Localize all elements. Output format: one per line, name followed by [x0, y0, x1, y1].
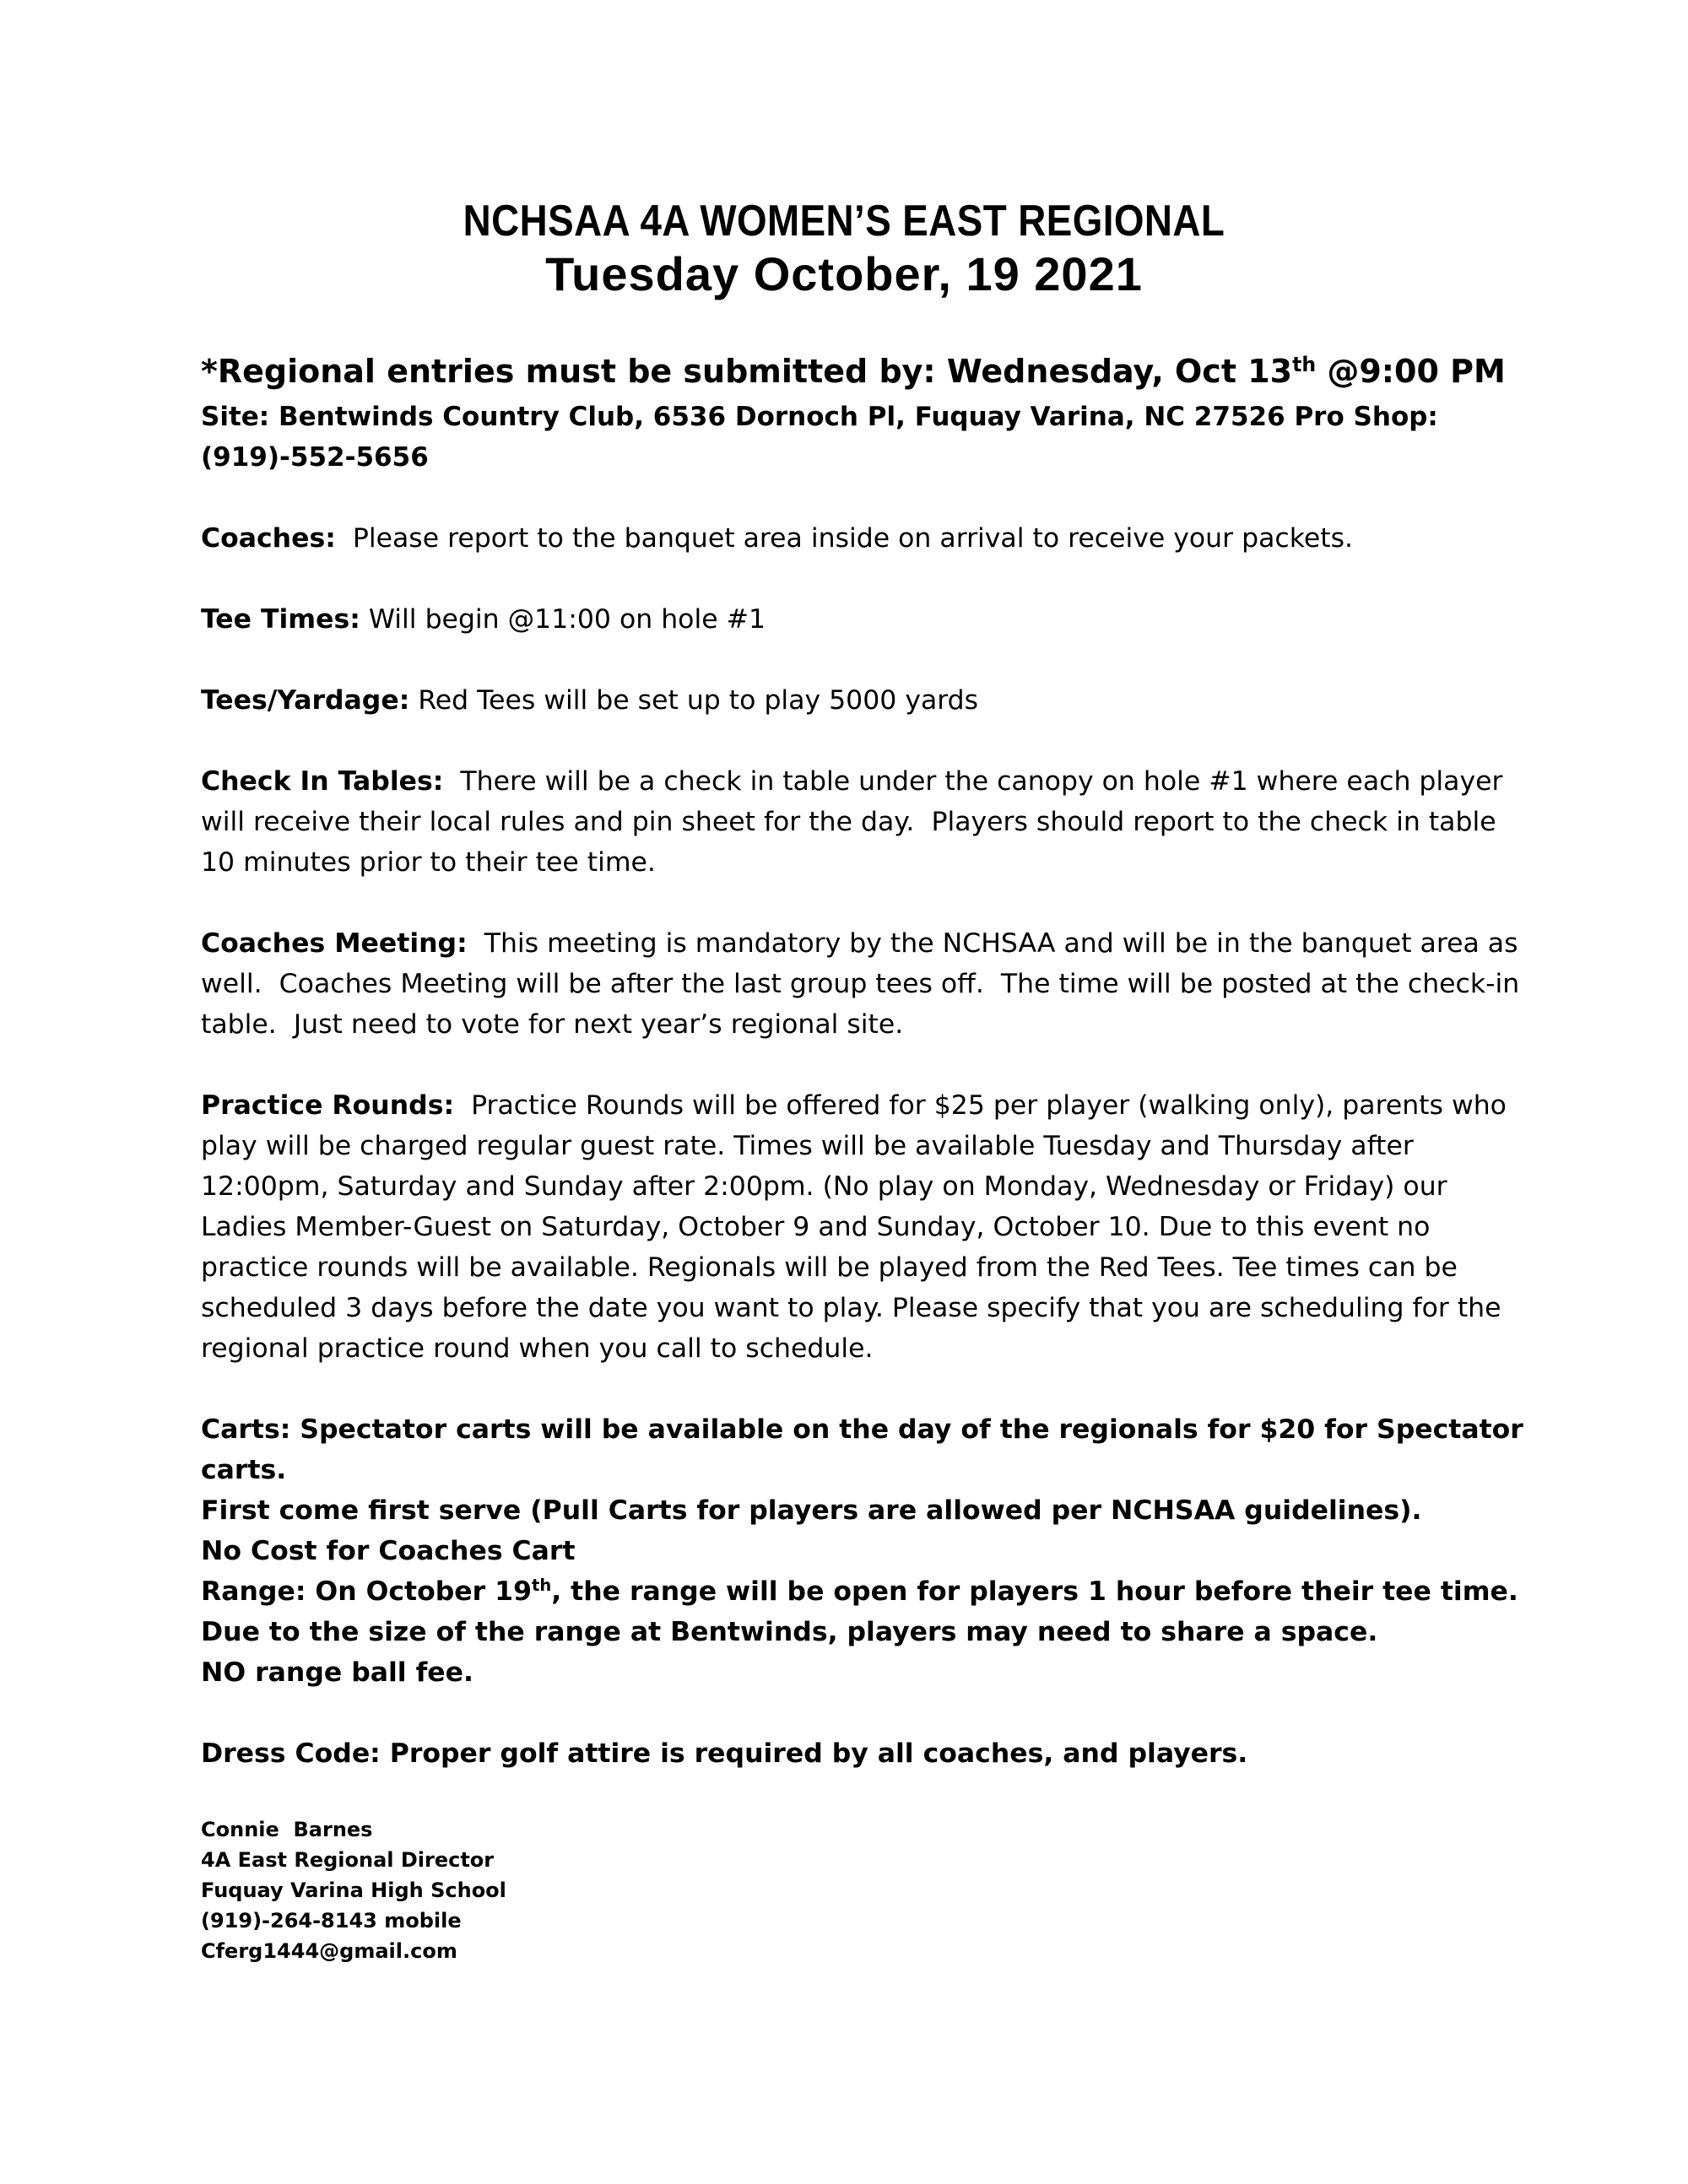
practice-rounds-text: Practice Rounds will be offered for $25 per player (walking only), parents who play will be charged regular guest rate. Times will be available Tuesday and Thursday after 12:00pm, Saturday and Sunday after 2:00pm. (No play on Monday, Wednesday or Friday) our Ladies Member-Guest on Saturday, October 9 and Sunday, October 10. Due to this event no practice rounds will be available. Regionals will be played from the Red Tees. Tee times can be scheduled 3 days before the date you want to play. Please specify that you are scheduling for the regional practice round when you call to schedule. — [201, 1090, 1515, 1364]
document-title — [0, 196, 1688, 302]
practice-rounds-label: Practice Rounds: — [201, 1090, 455, 1121]
carts-line2: First come first serve (Pull Carts for players are allowed per NCHSAA guidelines). — [201, 1495, 1422, 1526]
deadline-time: @9:00 PM — [1316, 353, 1506, 390]
signature-title: 4A East Regional Director — [201, 1848, 495, 1872]
range-superscript: th — [531, 1576, 552, 1596]
signature-block — [201, 1814, 506, 1966]
coaches-meeting-text: This meeting is mandatory by the NCHSAA and will be in the banquet area as well. Coaches Meeting will be after the last group tees off. The time will be posted at the check-in table. Just need to vote for next year’s regional site. — [201, 928, 1528, 1040]
entry-deadline — [201, 350, 1551, 392]
practice-rounds-section — [201, 1085, 1526, 1369]
check-in-section — [201, 761, 1526, 883]
signature-email: Cferg1444@gmail.com — [201, 1939, 457, 1963]
coaches-meeting-section — [201, 923, 1526, 1045]
tees-yardage-label: Tees/Yardage: — [201, 685, 410, 716]
dress-code-section: Dress Code: Proper golf attire is required by all coaches, and players. — [201, 1738, 1248, 1769]
title-event-name: NCHSAA 4A WOMEN’S EAST REGIONAL — [463, 197, 1225, 246]
check-in-label: Check In Tables: — [201, 766, 444, 797]
signature-school: Fuquay Varina High School — [201, 1879, 506, 1902]
range-text-after: , the range will be open for players 1 hour before their tee time. Due to the size of the range at Bentwinds, players may need to share a space. — [201, 1576, 1518, 1647]
signature-phone: (919)-264-8143 mobile — [201, 1909, 462, 1933]
carts-section — [201, 1409, 1526, 1571]
site-info: Site: Bentwinds Country Club, 6536 Dornoch Pl, Fuquay Varina, NC 27526 Pro Shop: (919)-552-5656 — [201, 402, 1438, 473]
range-section — [201, 1571, 1526, 1693]
tees-yardage-section — [201, 680, 1526, 721]
coaches-label: Coaches: — [201, 523, 336, 554]
tee-times-section — [201, 599, 1526, 640]
range-fee: NO range ball fee. — [201, 1657, 473, 1688]
check-in-text: There will be a check in table under the canopy on hole #1 where each player will receive their local rules and pin sheet for the day. Players should report to the check in table 10 minutes prior to their tee time. — [201, 766, 1512, 878]
tees-yardage-text: Red Tees will be set up to play 5000 yards — [409, 685, 979, 716]
coaches-section — [201, 518, 1526, 559]
signature-name: Connie Barnes — [201, 1818, 373, 1841]
tee-times-text: Will begin @11:00 on hole #1 — [360, 604, 766, 635]
carts-line1: Carts: Spectator carts will be available on the day of the regionals for $20 for Spectator carts. — [201, 1414, 1523, 1485]
range-text — [201, 1571, 1526, 1652]
coaches-text: Please report to the banquet area inside on arrival to receive your packets. — [335, 523, 1353, 554]
deadline-text: *Regional entries must be submitted by: Wednesday, Oct 13 — [201, 353, 1293, 390]
deadline-superscript: th — [1292, 353, 1317, 377]
tee-times-label: Tee Times: — [201, 604, 360, 635]
title-event-date: Tuesday October, 19 2021 — [545, 247, 1143, 300]
range-text-before: Range: On October 19 — [201, 1576, 532, 1607]
carts-line3: No Cost for Coaches Cart — [201, 1536, 576, 1566]
coaches-meeting-label: Coaches Meeting: — [201, 928, 468, 959]
